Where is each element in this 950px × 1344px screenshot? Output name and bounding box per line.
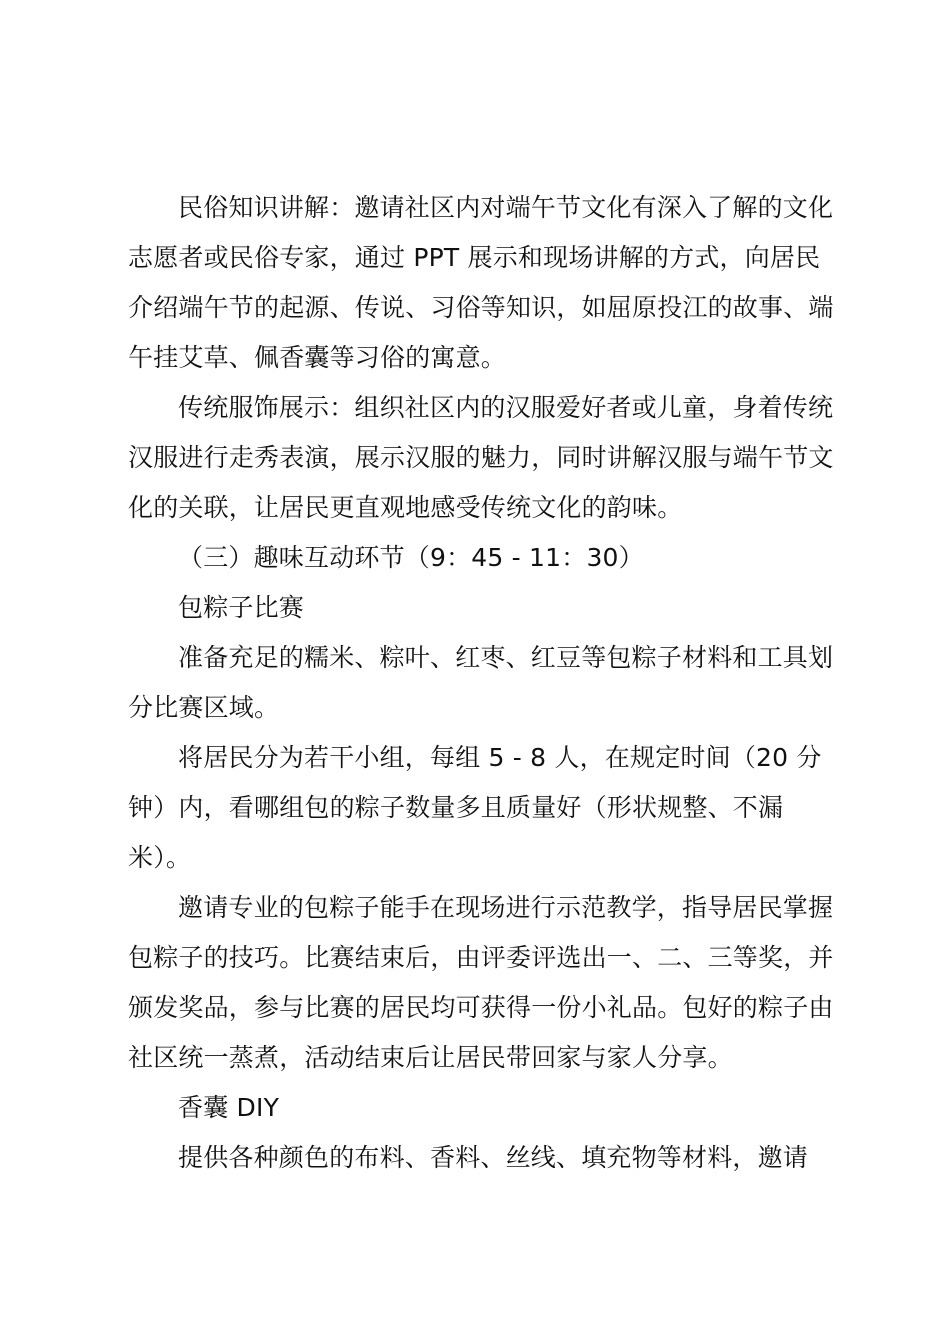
section-heading-interactive: （三）趣味互动环节（9：45 - 11：30）: [178, 543, 644, 572]
paragraph-folk-knowledge: 民俗知识讲解：邀请社区内对端午节文化有深入了解的文化志愿者或民俗专家，通过 PPT 展示和现场讲解的方式，向居民介绍端午节的起源、传说、习俗等知识，如屈原投江的故事、端午挂艾草、佩香囊等习俗的寓意。: [128, 193, 834, 372]
paragraph-materials: 准备充足的糯米、粽叶、红枣、红豆等包粽子材料和工具划分比赛区域。: [128, 643, 834, 722]
paragraph-groups: 将居民分为若干小组，每组 5 - 8 人，在规定时间（20 分钟）内，看哪组包的粽子数量多且质量好（形状规整、不漏米）。: [128, 743, 822, 872]
paragraph-traditional-costume: 传统服饰展示：组织社区内的汉服爱好者或儿童，身着传统汉服进行走秀表演，展示汉服的魅力，同时讲解汉服与端午节文化的关联，让居民更直观地感受传统文化的韵味。: [128, 393, 834, 522]
document-body: [128, 183, 840, 1183]
paragraph-demonstration: 邀请专业的包粽子能手在现场进行示范教学，指导居民掌握包粽子的技巧。比赛结束后，由评委评选出一、二、三等奖，并颁发奖品，参与比赛的居民均可获得一份小礼品。包好的粽子由社区统一蒸煮，活动结束后让居民带回家与家人分享。: [128, 893, 834, 1072]
subheading-zongzi-contest: 包粽子比赛: [178, 593, 305, 622]
subheading-sachet-diy: 香囊 DIY: [178, 1093, 280, 1122]
paragraph-sachet-materials: 提供各种颜色的布料、香料、丝线、填充物等材料，邀请: [178, 1143, 809, 1172]
